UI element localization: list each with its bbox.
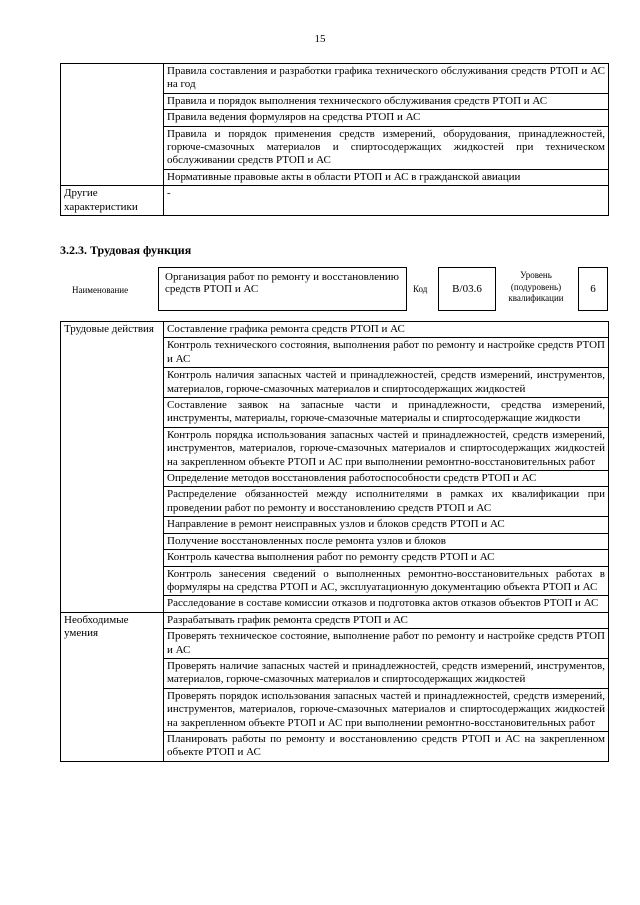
table-cell: Нормативные правовые акты в области РТОП и АС в гражданской авиации [164,169,609,185]
table-cell: Правила составления и разработки графика технического обслуживания средств РТОП и АС на год [164,64,609,94]
table-cell: Распределение обязанностей между исполнителями в рамках их квалификации при проведении работ по ремонту и восстановлению средств РТОП и АС [164,487,609,517]
function-code-value: B/03.6 [452,283,482,295]
table-cell: Правила и порядок выполнения технического обслуживания средств РТОП и АС [164,93,609,109]
table-cell: Проверять техническое состояние, выполнение работ по ремонту и настройке средств РТОП и АС [164,629,609,659]
table-cell: Планировать работы по ремонту и восстановлению средств РТОП и АС на закрепленном объекте РТОП и АС [164,731,609,761]
table-cell: Получение восстановленных после ремонта узлов и блоков [164,533,609,549]
table-cell: Контроль наличия запасных частей и принадлежностей, средств измерений, инструментов, материалов, горюче-смазочных материалов и спиртосодержащих жидкостей [164,368,609,398]
labor-function-table [60,321,609,762]
function-code-box [438,267,496,311]
table-row [61,186,609,216]
section-title: 3.2.3. Трудовая функция [60,243,192,257]
name-label: Наименование [72,285,129,295]
row-label-labor-actions: Трудовые действия [61,322,164,613]
code-label: Код [413,284,428,294]
table-cell: Контроль качества выполнения работ по ремонту средств РТОП и АС [164,550,609,566]
function-name-value: Организация работ по ремонту и восстановлению средств РТОП и АС [165,271,400,295]
table-row [61,322,609,338]
table-cell: Правила ведения формуляров на средства РТОП и АС [164,110,609,126]
table-row [61,64,609,94]
function-name-box [158,267,407,311]
table-cell: Определение методов восстановления работоспособности средств РТОП и АС [164,471,609,487]
qualification-level-value: 6 [590,283,596,295]
table-cell: Правила и порядок применения средств измерений, оборудования, принадлежностей, горюче-смазочных материалов и спиртосодержащих жидкостей при техническом обслуживании средств РТОП и АС [164,126,609,169]
row-label-required-skills: Необходимые умения [61,612,164,761]
knowledge-table-continuation [60,63,609,216]
page-number: 15 [314,33,326,45]
qualification-level-box [578,267,608,311]
table-row [61,612,609,628]
table-cell: Составление графика ремонта средств РТОП и АС [164,322,609,338]
table-cell: Контроль порядка использования запасных частей и принадлежностей, средств измерений, инструментов, материалов, горюче-смазочных материалов и спиртосодержащих жидкостей на закрепленном объекте РТОП и АС при выполнении ремонтно-восстановительных работ [164,427,609,470]
row-label-other-characteristics: Другие характеристики [61,186,164,216]
row-label [61,64,164,186]
table-cell: Контроль занесения сведений о выполненных ремонтно-восстановительных работах в формуляры на средства РТОП и АС, эксплуатационную документацию объекта РТОП и АС [164,566,609,596]
table-cell: Разрабатывать график ремонта средств РТОП и АС [164,612,609,628]
table-cell: Контроль технического состояния, выполнения работ по ремонту и настройке средств РТОП и АС [164,338,609,368]
table-cell: Расследование в составе комиссии отказов и подготовка актов отказов объектов РТОП и АС [164,596,609,612]
table-cell: - [164,186,609,216]
table-cell: Проверять наличие запасных частей и принадлежностей, средств измерений, инструментов, материалов, горюче-смазочных материалов и спиртосодержащих жидкостей [164,658,609,688]
table-cell: Составление заявок на запасные части и принадлежности, средства измерений, инструменты, материалы, горюче-смазочные материалы и спиртосодержащие жидкости [164,398,609,428]
qualification-level-label: Уровень (подуровень) квалификации [508,270,564,304]
table-cell: Направление в ремонт неисправных узлов и блоков средств РТОП и АС [164,517,609,533]
table-cell: Проверять порядок использования запасных частей и принадлежностей, средств измерений, инструментов, материалов, горюче-смазочных материалов и спиртосодержащих жидкостей на закрепленном объекте РТОП и АС при выполнении ремонтно-восстановительных работ [164,688,609,731]
